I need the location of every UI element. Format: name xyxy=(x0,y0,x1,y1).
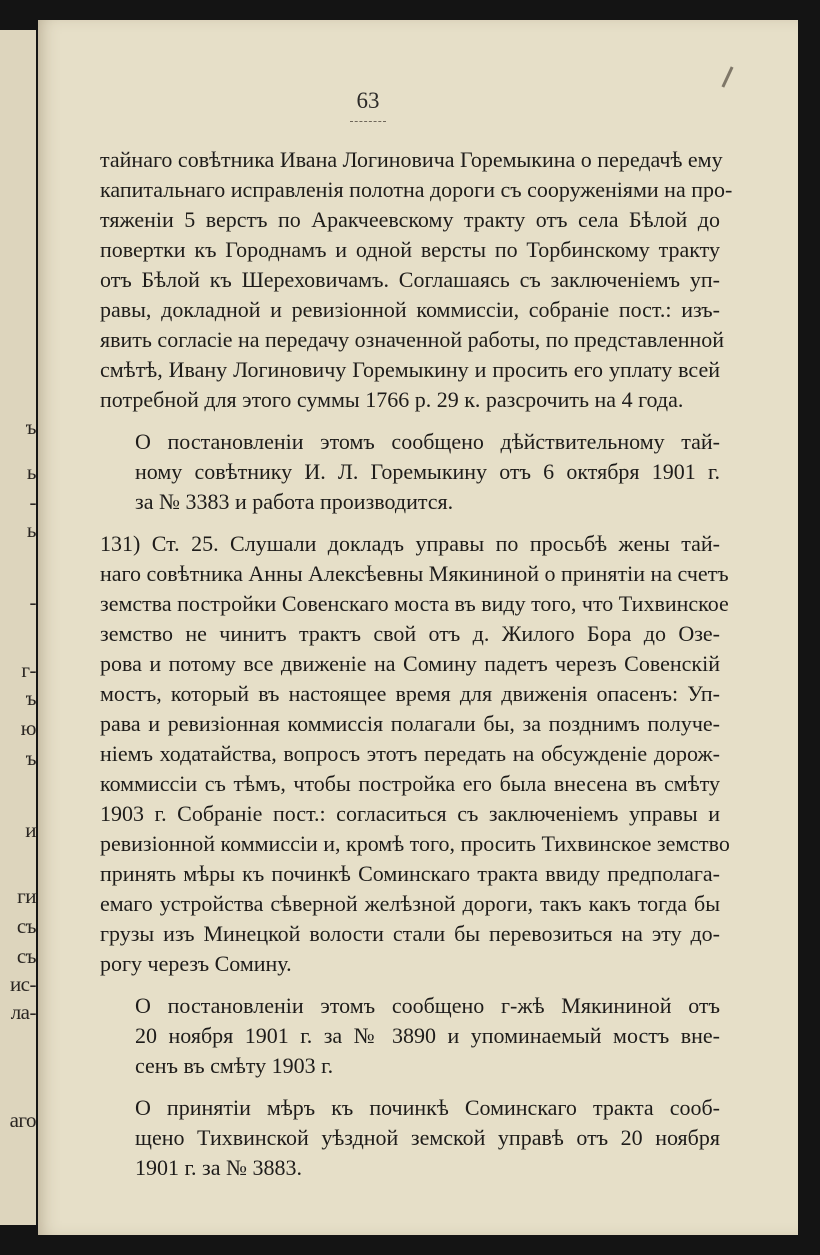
facing-page-fragment: - xyxy=(29,590,36,614)
facing-page-fragment: ъ xyxy=(25,686,36,710)
text-line: О принятіи мѣръ къ починкѣ Соминскаго тракта сооб- xyxy=(135,1095,720,1120)
text-line: тайнаго совѣтника Ивана Логиновича Горемыкина о передачѣ ему xyxy=(100,147,723,172)
text-line: земство не чинитъ трактъ свой отъ д. Жилого Бора до Озе- xyxy=(100,621,720,646)
text-line: наго совѣтника Анны Алексѣевны Мякининой о принятіи на счетъ xyxy=(100,561,729,586)
facing-page-edge xyxy=(0,30,36,1225)
text-line: сенъ въ смѣту 1903 г. xyxy=(135,1053,334,1078)
text-line: повертки къ Городнамъ и одной версты по Торбинскому тракту xyxy=(100,237,720,262)
text-line: рова и потому все движеніе на Сомину падетъ черезъ Совенскій xyxy=(100,651,720,676)
facing-page-fragment: съ xyxy=(16,944,36,968)
facing-page-fragment: - xyxy=(29,490,36,514)
text-line: капитальнаго исправленія полотна дороги съ сооруженіями на про- xyxy=(100,177,733,202)
text-line: земства постройки Совенскаго моста въ виду того, что Тихвинское xyxy=(100,591,729,616)
facing-page-fragment: ь xyxy=(26,518,36,542)
facing-page-fragment: ги xyxy=(17,884,36,908)
text-line: 1903 г. Собраніе пост.: согласиться съ заключеніемъ управы и xyxy=(100,801,720,826)
text-line: О постановленіи этомъ сообщено г-жѣ Мякининой отъ xyxy=(135,993,720,1018)
text-line: потребной для этого суммы 1766 р. 29 к. разсрочить на 4 года. xyxy=(100,387,684,412)
text-line: коммиссіи съ тѣмъ, чтобы постройка его была внесена въ смѣту xyxy=(100,771,720,796)
book-page xyxy=(38,20,798,1235)
text-line: ревизіонной коммиссіи и, кромѣ того, просить Тихвинское земство xyxy=(100,831,730,856)
text-line: 131) Ст. 25. Слушали докладъ управы по просьбѣ жены тай- xyxy=(100,531,720,556)
facing-page-fragment: ъ xyxy=(25,746,36,770)
text-line: 20 ноября 1901 г. за № 3890 и упоминаемый мостъ вне- xyxy=(135,1023,720,1048)
paragraph xyxy=(135,991,720,1081)
text-line: равы, докладной и ревизіонной коммиссіи, собраніе пост.: изъ- xyxy=(100,297,720,322)
page-number: 63 xyxy=(356,88,380,113)
paragraph xyxy=(100,529,730,979)
ink-mark xyxy=(721,66,733,87)
text-line: рава и ревизіонная коммиссія полагали бы, за позднимъ получе- xyxy=(100,711,720,736)
paragraph xyxy=(135,427,720,517)
facing-page-fragment: аго xyxy=(9,1108,36,1132)
text-line: ніемъ ходатайства, вопросъ этотъ передать на обсужденіе дорож- xyxy=(100,741,720,766)
facing-page-fragment: и xyxy=(25,818,36,842)
facing-page-fragment: съ xyxy=(16,914,36,938)
paragraph xyxy=(100,145,733,415)
text-line: емаго устройства сѣверной желѣзной дороги, такъ какъ тогда бы xyxy=(100,891,720,916)
page-number-ornament xyxy=(350,119,386,122)
text-line: за № 3383 и работа производится. xyxy=(135,489,454,514)
text-line: рогу черезъ Сомину. xyxy=(100,951,292,976)
facing-page-fragment: ъ xyxy=(25,415,36,439)
text-line: мостъ, который въ настоящее время для движенія опасенъ: Уп- xyxy=(100,681,720,706)
text-line: О постановленіи этомъ сообщено дѣйствительному тай- xyxy=(135,429,720,454)
facing-page-fragment: ю xyxy=(20,716,36,740)
text-line: тяженіи 5 верстъ по Аракчеевскому тракту отъ села Бѣлой до xyxy=(100,207,720,232)
text-line: ному совѣтнику И. Л. Горемыкину отъ 6 октября 1901 г. xyxy=(135,459,720,484)
text-line: 1901 г. за № 3883. xyxy=(135,1155,302,1180)
text-line: грузы изъ Минецкой волости стали бы перевозиться на эту до- xyxy=(100,921,720,946)
text-line: смѣтѣ, Ивану Логиновичу Горемыкину и просить его уплату всей xyxy=(100,357,720,382)
paragraph xyxy=(135,1093,720,1183)
body-text xyxy=(100,145,733,1195)
facing-page-fragment: ла- xyxy=(10,1000,36,1024)
text-line: отъ Бѣлой къ Шереховичамъ. Соглашаясь съ заключеніемъ уп- xyxy=(100,267,720,292)
facing-page-fragment: ис- xyxy=(9,972,36,996)
facing-page-fragment: г- xyxy=(21,658,36,682)
facing-page-fragment: ь xyxy=(26,460,36,484)
text-line: щено Тихвинской уѣздной земской управѣ отъ 20 ноября xyxy=(135,1125,720,1150)
text-line: явить согласіе на передачу означенной работы, по представленной xyxy=(100,327,725,352)
text-line: принять мѣры къ починкѣ Соминскаго тракта ввиду предполага- xyxy=(100,861,720,886)
